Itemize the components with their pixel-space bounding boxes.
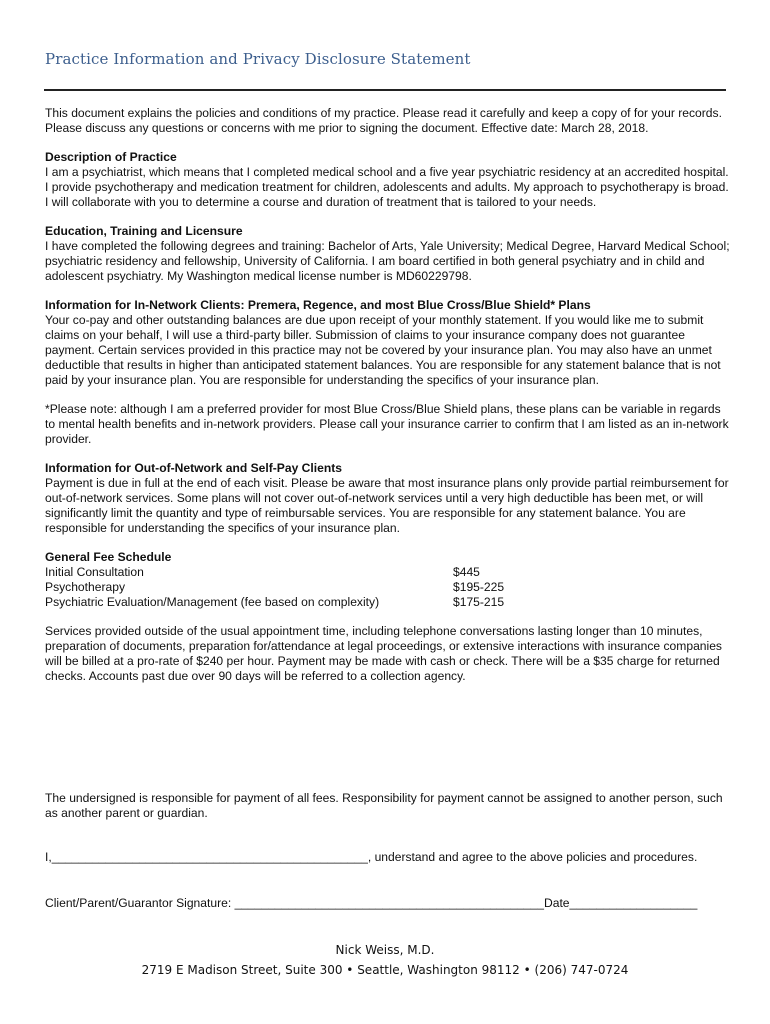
services-paragraph: Services provided outside of the usual appointment time, including telephone conversations lasting longer than 10 minutes, preparation of documents, preparation for/attendance at legal proceedings, or extensive interactions with insurance companies will be billed at a pro-rate of $240 per hour. Payment may be made with cash or check. There will be a $35 charge for returned checks. Accounts past due over 90 days will be referred to a collection agency. bbox=[45, 624, 722, 683]
section-heading: Information for Out-of-Network and Self-Pay Clients bbox=[45, 461, 342, 475]
section-heading: Education, Training and Licensure bbox=[45, 224, 243, 238]
document-title: Practice Information and Privacy Disclosure Statement bbox=[45, 50, 471, 68]
fee-row bbox=[45, 565, 730, 580]
agreement-prefix: I, bbox=[45, 850, 52, 864]
footer bbox=[0, 940, 770, 980]
fee-price: $445 bbox=[453, 565, 480, 579]
fee-name: Initial Consultation bbox=[45, 565, 144, 579]
date-field[interactable]: ___________________ bbox=[569, 896, 698, 910]
responsibility-paragraph: The undersigned is responsible for payment of all fees. Responsibility for payment cannot be assigned to another person, such as another parent or guardian. bbox=[45, 791, 723, 820]
section-fee-schedule bbox=[45, 550, 730, 684]
fee-row bbox=[45, 595, 730, 610]
agreement-suffix: , understand and agree to the above policies and procedures. bbox=[367, 850, 698, 864]
signature-line bbox=[45, 896, 730, 911]
fee-price: $175-215 bbox=[453, 595, 505, 609]
section-text: Payment is due in full at the end of each visit. Please be aware that most insurance plans only provide partial reimbursement for out-of-network services. Some plans will not cover out-of-network services until a very high deductible has been met, or will significantly limit the quantity and type of reimbursable services. You are responsible for any statement balance. You are responsible for understanding the specifics of your insurance plan. bbox=[45, 476, 729, 535]
fee-table bbox=[45, 565, 730, 610]
fee-row bbox=[45, 580, 730, 595]
agreement-line bbox=[45, 850, 730, 865]
section-heading: Description of Practice bbox=[45, 150, 177, 164]
section-description bbox=[45, 150, 730, 210]
section-text: Your co-pay and other outstanding balances are due upon receipt of your monthly statement. If you would like me to submit claims on your behalf, I will use a third-party biller. Submission of claims to your insurance company does not guarantee payment. Certain services provided in this practice may not be covered by your insurance plan. You may also have an unmet deductible that results in higher than anticipated statement balances. You are responsible for any statement balance that is not paid by your insurance plan. You are responsible for understanding the specifics of your insurance plan. bbox=[45, 313, 721, 387]
title-divider bbox=[44, 89, 726, 91]
fee-name: Psychotherapy bbox=[45, 580, 125, 594]
fee-name: Psychiatric Evaluation/Management (fee based on complexity) bbox=[45, 595, 380, 609]
document-body bbox=[45, 106, 730, 698]
section-text: I have completed the following degrees and training: Bachelor of Arts, Yale University; Medical Degree, Harvard Medical School; psychiatric residency and fellowship, University of California. I am board certified in both general psychiatry and in child and adolescent psychiatry. My Washington medical license number is MD60229798. bbox=[45, 239, 730, 283]
section-in-network bbox=[45, 298, 730, 447]
date-label: Date bbox=[543, 896, 570, 910]
section-out-of-network bbox=[45, 461, 730, 536]
signature-label: Client/Parent/Guarantor Signature: bbox=[45, 896, 235, 910]
signature-field[interactable]: ______________________________________________ bbox=[234, 896, 544, 910]
intro-paragraph: This document explains the policies and conditions of my practice. Please read it carefully and keep a copy of for your records. Please discuss any questions or concerns with me prior to signing the document. Effective date: March 28, 2018. bbox=[45, 106, 722, 135]
footer-address: 2719 E Madison Street, Suite 300 • Seattle, Washington 98112 • (206) 747-0724 bbox=[141, 963, 629, 977]
section-education bbox=[45, 224, 730, 284]
in-network-note: *Please note: although I am a preferred provider for most Blue Cross/Blue Shield plans, these plans can be variable in regards to mental health benefits and in-network providers. Please call your insurance carrier to confirm that I am listed as an in-network provider. bbox=[45, 402, 729, 446]
section-text: I am a psychiatrist, which means that I completed medical school and a five year psychiatric residency at an accredited hospital. I provide psychotherapy and medication treatment for children, adolescents and adults. My approach to psychotherapy is broad. I will collaborate with you to determine a course and duration of treatment that is tailored to your needs. bbox=[45, 165, 729, 209]
agreement-name-field[interactable]: _______________________________________________ bbox=[51, 850, 368, 864]
section-heading: General Fee Schedule bbox=[45, 550, 172, 564]
fee-price: $195-225 bbox=[453, 580, 505, 594]
section-heading: Information for In-Network Clients: Premera, Regence, and most Blue Cross/Blue Shield* Plans bbox=[45, 298, 591, 312]
footer-name: Nick Weiss, M.D. bbox=[335, 943, 435, 957]
